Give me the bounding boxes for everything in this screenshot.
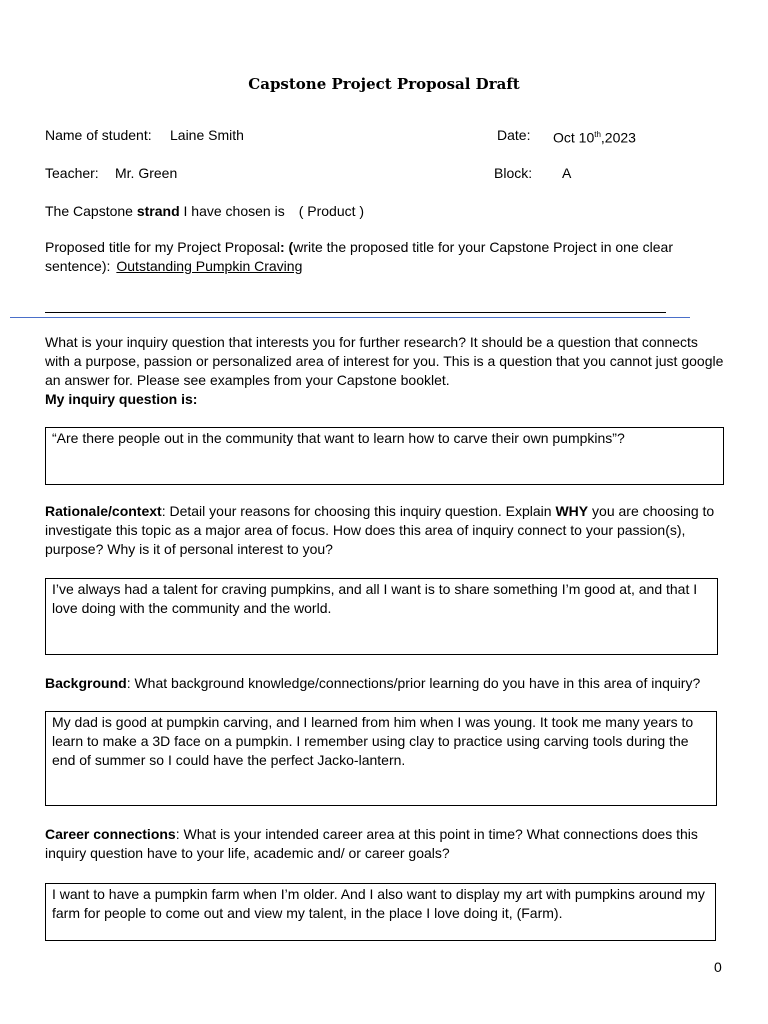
date-suffix: th [594,130,601,139]
career-prompt-text: : What is your intended career area at this point in time? What connections does this inquiry question have to your life, academic and/ or career goals? [45,826,698,861]
inquiry-answer-box[interactable]: “Are there people out in the community that want to learn how to carve their own pumpkins”? [45,427,724,485]
rationale-prompt [45,502,725,559]
strand-post: I have chosen is [179,203,285,219]
date-day: Oct 10 [553,129,595,146]
title-prompt-bold: : ( [280,239,294,255]
rationale-prompt-2: you are choosing to investigate this topic as a major area of focus. How does this area of inquiry connect to your passion(s), purpose? Why is it of personal interest to you? [45,503,715,557]
rationale-heading: Rationale/context [45,503,162,519]
career-answer-box[interactable]: I want to have a pumpkin farm when I’m older. And I also want to display my art with pumpkins around my farm for people to come out and view my talent, in the place I love doing it, (Farm). [45,883,716,941]
student-label: Name of student: [45,127,152,143]
date-label: Date: [497,127,531,143]
career-prompt [45,825,725,863]
rationale-answer-box[interactable]: I’ve always had a talent for craving pumpkins, and all I want is to share something I’m good at, and that I love doing with the community and the world. [45,578,718,655]
background-prompt-text: : What background knowledge/connections/prior learning do you have in this area of inquiry? [126,675,701,691]
strand-value: ( Product ) [298,203,365,219]
proposed-title: Outstanding Pumpkin Craving [116,258,303,274]
date-year: ,2023 [600,129,636,146]
title-prompt [45,238,725,276]
background-heading: Background [45,675,127,691]
section-divider [10,317,690,318]
career-heading: Career connections [45,826,176,842]
block-value: A [562,165,572,181]
background-prompt [45,674,725,693]
block-label: Block: [494,165,533,181]
student-name: Laine Smith [170,127,244,143]
inquiry-prompt: What is your inquiry question that interests you for further research? It should be a question that connects with a purpose, passion or personalized area of interest for you. This is a question that you cannot just google an answer for. Please see examples from your Capstone booklet. [45,334,724,388]
page-title: Capstone Project Proposal Draft [248,75,520,93]
strand-bold: strand [136,203,180,219]
page-number: 0 [714,959,722,975]
title-prompt-post: write the proposed title for your Capstone Project in one clear sentence): [45,239,673,274]
inquiry-heading: My inquiry question is: [45,391,198,407]
strand-pre: The Capstone [45,203,137,219]
background-answer-box[interactable]: My dad is good at pumpkin carving, and I learned from him when I was young. It took me many years to learn to make a 3D face on a pumpkin. I remember using clay to practice using carving tools during the end of summer so I could have the perfect Jacko-lantern. [45,711,717,806]
rationale-prompt-1: : Detail your reasons for choosing this inquiry question. Explain [161,503,556,519]
title-prompt-pre: Proposed title for my Project Proposal [45,239,280,255]
rationale-why: WHY [555,503,589,519]
date-value [553,126,636,147]
title-underline [45,312,666,313]
strand-line [45,202,364,220]
teacher-name: Mr. Green [115,165,178,181]
teacher-label: Teacher: [45,165,99,181]
